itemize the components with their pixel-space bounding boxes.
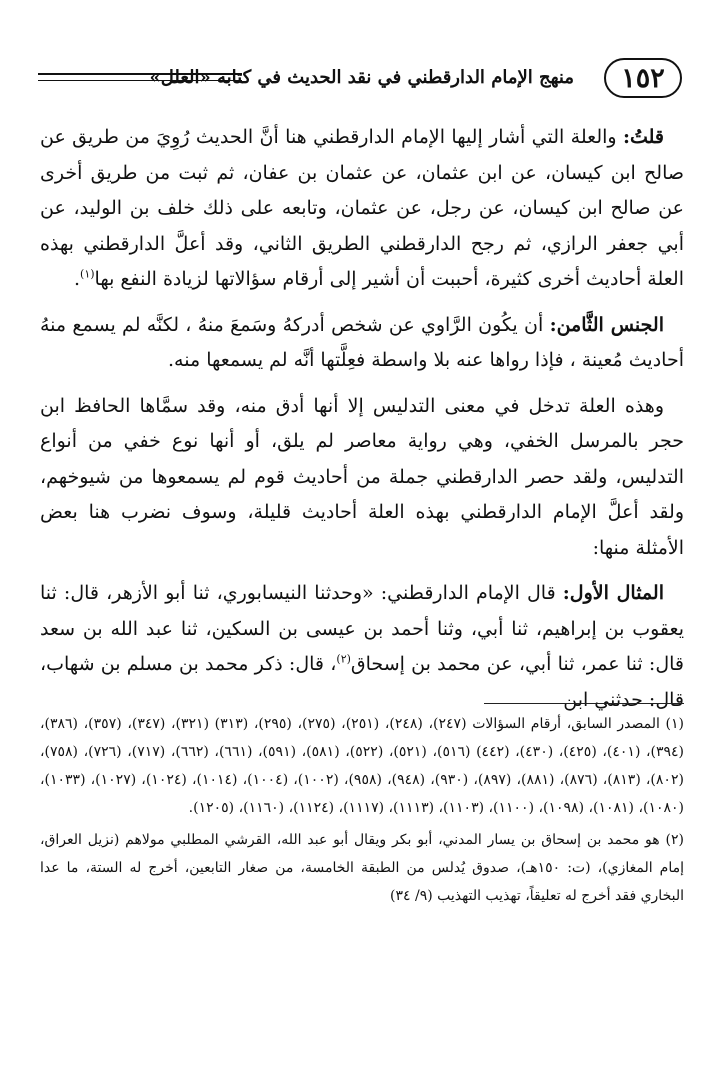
running-title: منهج الإمام الدارقطني في نقد الحديث في كتابه «العلل»	[149, 67, 574, 88]
footnotes	[40, 710, 684, 914]
footnote-separator	[484, 703, 684, 704]
paragraph-2	[40, 308, 684, 379]
footnote-1-number: (١)	[665, 716, 684, 732]
main-text	[40, 120, 684, 728]
footnote-1	[40, 710, 684, 822]
footnote-2-text: هو محمد بن إسحاق بن يسار المدني، أبو بكر ويقال أبو عبد الله، القرشي المطلبي مولاهم (نزيل العراق، إمام المغازي)، (ت: ١٥٠هـ)، صدوق يُدلس من الطبقة الخامسة، من صغار التابعين، أخرج له الستة، ما عدا البخاري فقد أخرج له تعليقاً، تهذيب التهذيب (٩/ ٣٤)	[40, 832, 684, 904]
paragraph-3	[40, 389, 684, 567]
paragraph-1	[40, 120, 684, 298]
paragraph-1-end: .	[73, 268, 81, 290]
paragraph-4	[40, 576, 684, 718]
paragraph-4-text: قال الإمام الدارقطني: «وحدثنا النيسابوري، ثنا أبو الأزهر، قال: ثنا يعقوب بن إبراهيم، ثنا أبي، وثنا أحمد بن عيسى بن السكين، ثنا عبد الله بن سعد قال: ثنا عمر، ثنا أبي، عن محمد بن إسحاق	[40, 582, 684, 675]
paragraph-2-text: أن يكُون الرَّاوي عن شخص أدركهُ وسَمعَ منهُ ، لكنَّه لم يسمع منهُ أحاديث مُعينة ، فإذا رواها عنه بلا واسطة فعِلَّتها أنَّه لم يسمعها منه.	[40, 313, 684, 371]
page-number: ١٥٢	[604, 58, 682, 98]
paragraph-4-lead: المثال الأول:	[562, 582, 664, 604]
paragraph-3-text: وهذه العلة تدخل في معنى التدليس إلا أنها أدق منه، وقد سمَّاها الحافظ ابن حجر بالمرسل الخفي، وهي رواية معاصر لم يلق، أو أنها نوع خفي من أنواع التدليس، ولقد حصر الدارقطني جملة من أحاديث قوم لم يسمعوها من شيوخهم، ولقد أعلَّ الإمام الدارقطني بهذه العلة أحاديث قليلة، وسوف نضرب هنا بعض الأمثلة منها:	[40, 394, 684, 559]
footnote-ref-2[interactable]: (٢)	[336, 652, 351, 666]
footnote-1-text: المصدر السابق، أرقام السؤالات (٢٤٧)، (٢٤٨)، (٢٥١)، (٢٧٥)، (٢٩٥)، (٣١٣) (٣٢١)، (٣٤٧)، (٣٥٧)، (٣٨٦)، (٣٩٤)، (٤٠١)، (٤٢٥)، (٤٣٠)، (٤٤٢) (٥١٦)، (٥٢١)، (٥٢٢)، (٥٨١)، (٥٩١)، (٦٦١)، (٦٦٢)، (٧١٧)، (٧٢٦)، (٧٥٨)، (٨٠٢)، (٨١٣)، (٨٧٦)، (٨٨١)، (٨٩٧)، (٩٣٠)، (٩٤٨)، (٩٥٨)، (١٠٠٢)، (١٠٠٤)، (١٠١٤)، (١٠٢٤)، (١٠٢٧)، (١٠٣٣)، (١٠٨٠)، (١٠٨١)، (١٠٩٨)، (١١٠٠)، (١١٠٣)، (١١١٣)، (١١١٧)، (١١٢٤)، (١١٦٠)، (١٢٠٥).	[40, 716, 685, 816]
paragraph-1-lead: قلتُ:	[622, 126, 664, 148]
paragraph-2-lead: الجنس الثَّامن:	[549, 313, 664, 336]
paragraph-1-text: والعلة التي أشار إليها الإمام الدارقطني هنا أنَّ الحديث رُوِيَ من طريق عن صالح ابن كيسان، عن ابن عثمان، عن عثمان بن عفان، ثم ثبت من طريق أخرى عن صالح ابن كيسان، عن رجل، عن عثمان، وتابعه على ذلك خلف بن الوليد، عن أبي جعفر الرازي، ثم رجح الدارقطني الطريق الثاني، وقد أعلَّ الدارقطني بهذه العلة أحاديث أخرى كثيرة، أحببت أن أشير إلى أرقام سؤالاتها لزيادة النفع بها	[40, 126, 684, 290]
footnote-ref-1[interactable]: (١)	[80, 267, 95, 281]
page-header	[38, 58, 682, 106]
footnote-2	[40, 826, 684, 910]
paragraph-4-tail: ، قال: ذكر محمد بن مسلم بن شهاب، قال: حدثني ابن	[40, 653, 684, 711]
footnote-2-number: (٢)	[665, 832, 684, 848]
